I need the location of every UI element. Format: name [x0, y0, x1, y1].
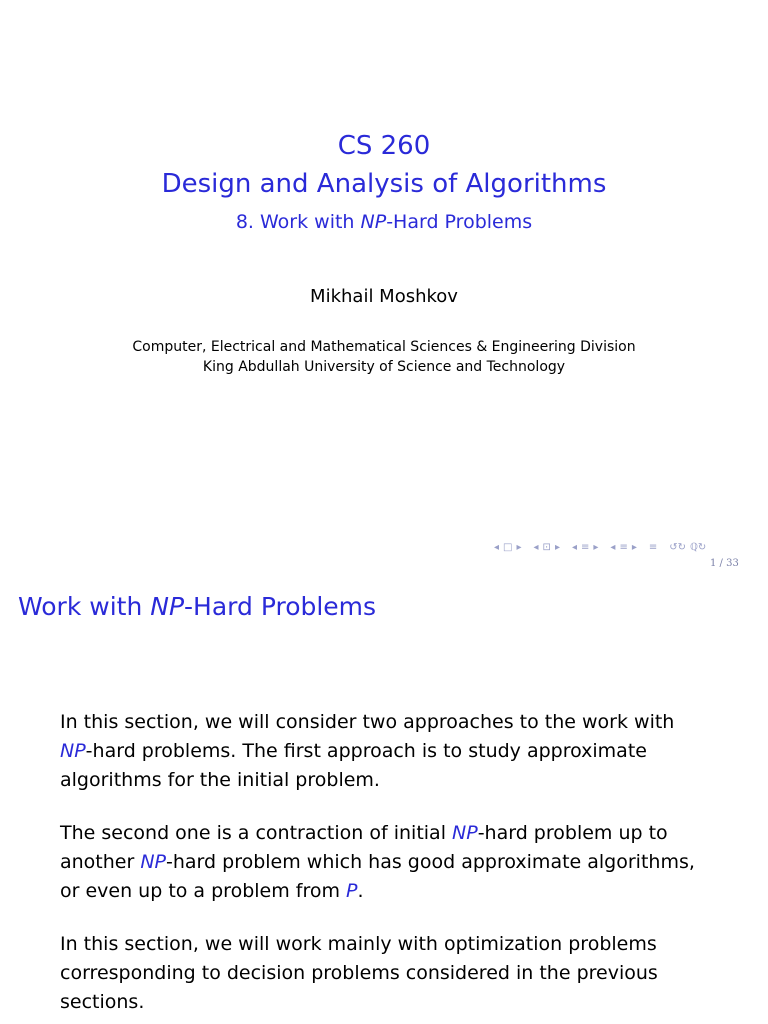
nav-part-icon[interactable]: ≡: [619, 541, 628, 553]
nav-next-subsection-icon[interactable]: ▸: [554, 541, 560, 553]
paragraph-line: corresponding to decision problems considered in the previous: [60, 962, 658, 984]
frame-title-np: NP: [150, 592, 185, 621]
course-code: CS 260: [337, 131, 431, 161]
paragraph-text: another: [60, 851, 141, 873]
paragraph-line: sections.: [60, 991, 145, 1013]
lecture-subtitle: [0, 211, 768, 233]
paragraph-line: [60, 737, 720, 766]
paragraph-line: [60, 819, 720, 848]
paragraph-line: [60, 848, 720, 877]
nav-next-part-icon[interactable]: ▸: [631, 541, 637, 553]
nav-prev-subsection-icon[interactable]: ◂: [533, 541, 539, 553]
institution-division: Computer, Electrical and Mathematical Sciences & Engineering Division: [132, 339, 636, 355]
paragraph-optimization: [60, 930, 720, 1017]
nav-section-icon[interactable]: ≡: [581, 541, 590, 553]
nav-zoom-icon[interactable]: ℚ↻: [690, 541, 707, 553]
nav-next-frame-icon[interactable]: ▸: [516, 541, 522, 553]
page-number: 1 / 33: [710, 558, 739, 569]
nav-subsection-icon[interactable]: ⊡: [542, 541, 551, 553]
paragraph-approaches: [60, 708, 720, 795]
content-slide: [0, 573, 768, 1024]
course-title: Design and Analysis of Algorithms: [161, 169, 607, 199]
subtitle-suffix: -Hard Problems: [386, 211, 533, 233]
paragraph-line: In this section, we will work mainly with optimization problems: [60, 933, 657, 955]
nav-next-section-icon[interactable]: ▸: [593, 541, 599, 553]
np-term: NP: [60, 740, 86, 762]
nav-frame-icon[interactable]: □: [503, 541, 513, 553]
paragraph-line: In this section, we will consider two approaches to the work with: [60, 711, 675, 733]
author-name: Mikhail Moshkov: [310, 286, 458, 307]
institution-university: King Abdullah University of Science and Technology: [202, 359, 566, 375]
frame-title: [18, 592, 376, 621]
paragraph-text: or even up to a problem from: [60, 880, 347, 902]
beamer-navigation-bar: [494, 540, 710, 554]
paragraph-text: -hard problems. The first approach is to study approximate: [85, 740, 647, 762]
nav-prev-part-icon[interactable]: ◂: [610, 541, 616, 553]
nav-prev-section-icon[interactable]: ◂: [571, 541, 577, 553]
paragraph-contraction: [60, 819, 720, 906]
np-term: NP: [140, 851, 167, 873]
frame-title-suffix: -Hard Problems: [184, 592, 377, 621]
frame-title-prefix: Work with: [18, 592, 151, 621]
paragraph-line: [60, 877, 720, 906]
np-term: NP: [452, 822, 478, 844]
nav-search-icon[interactable]: ↺↻: [669, 541, 687, 553]
subtitle-np: NP: [360, 211, 387, 233]
paragraph-text: -hard problem which has good approximate algorithms,: [166, 851, 695, 873]
nav-toc-icon[interactable]: ≡: [648, 541, 658, 553]
nav-prev-frame-icon[interactable]: ◂: [494, 541, 500, 553]
subtitle-prefix: 8. Work with: [235, 211, 361, 233]
paragraph-text: .: [357, 880, 364, 902]
paragraph-line: algorithms for the initial problem.: [60, 769, 380, 791]
p-term: P: [346, 880, 358, 902]
paragraph-text: -hard problem up to: [477, 822, 668, 844]
paragraph-text: The second one is a contraction of initial: [60, 822, 453, 844]
